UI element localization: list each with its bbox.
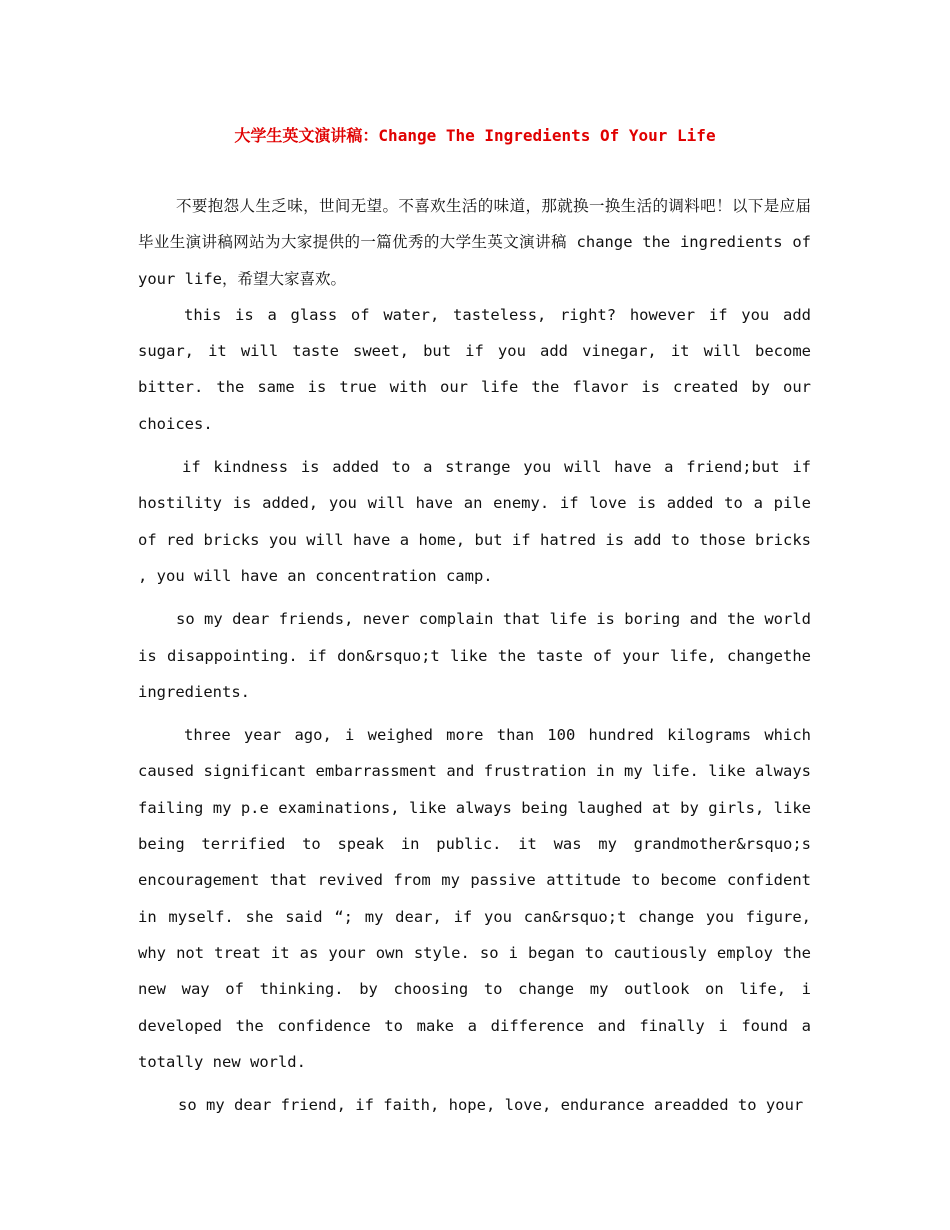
body-paragraph: if kindness is added to a strange you will have a friend;but if hostility is added, you will have an enemy. if love is added to a pile of red bricks you will have a home, but if hatred is add to those bricks , you will have an concentration camp.: [138, 458, 811, 585]
body-paragraph: three year ago, i weighed more than 100 hundred kilograms which caused significant embarrassment and frustration in my life. like always failing my p.e examinations, like always being laughed at by girls, like being terrified to speak in public. it was my grandmother&rsquo;s encouragement that revived from my passive attitude to become confident in myself. she said “; my dear, if you can&rsquo;t change you figure, why not treat it as your own style. so i began to cautiously employ the new way of thinking. by choosing to change my outlook on life, i developed the confidence to make a difference and finally i found a totally new world.: [138, 726, 811, 1071]
body-paragraph: this is a glass of water, tasteless, right? however if you add sugar, it will taste sweet, but if you add vinegar, it will become bitter. the same is true with our life the flavor is created by our choices.: [138, 305, 811, 433]
body-paragraph: so my dear friend, if faith, hope, love, endurance areadded to your: [178, 1096, 804, 1115]
document-body: [138, 188, 811, 1130]
document-title: 大学生英文演讲稿：Change The Ingredients Of Your Life: [234, 126, 716, 145]
body-paragraph: so my dear friends, never complain that life is boring and the world is disappointing. if don&rsquo;t like the taste of your life, changethe ingredients.: [138, 610, 811, 701]
intro-paragraph: 不要抱怨人生乏味，世间无望。不喜欢生活的味道，那就换一换生活的调料吧！以下是应届毕业生演讲稿网站为大家提供的一篇优秀的大学生英文演讲稿 change the ingredients of your life，希望大家喜欢。: [138, 197, 811, 288]
